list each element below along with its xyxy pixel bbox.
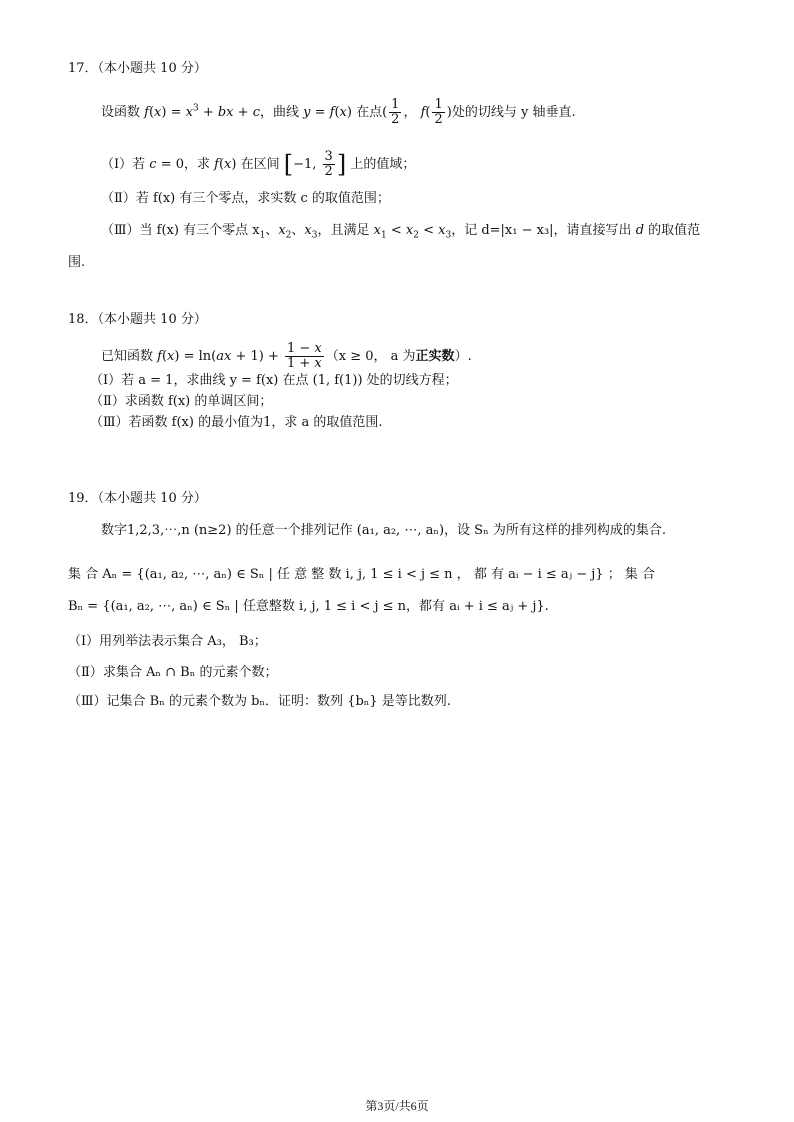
- q17-stem: 设函数 $f(x) = x^3$ + bx + c，曲线 y = f(x) 在点( $\frac{1}{2}$ ， f( $\frac{1}{2}$ )处的切线与 y 轴垂直.: [101, 97, 576, 127]
- q18-stem: 已知函数 f(x) = ln(ax + 1) + $\frac{1 - x}{1 + x}$ （x ≥ 0， a 为正实数）.: [101, 341, 472, 371]
- q18-header: 18．（本小题共 10 分）: [68, 312, 207, 327]
- q18-part1: （Ⅰ）若 a = 1，求曲线 y = f(x) 在点 (1, f(1)) 处的切线方程；: [90, 373, 458, 388]
- q19-set-a: 集 合 Aₙ = {(a₁, a₂, ⋯, aₙ) ∈ Sₙ | 任 意 整 数 i, j, 1 ≤ i < j ≤ n ， 都 有 aᵢ − i ≤ aⱼ − j} ； 集 合: [68, 567, 655, 582]
- q18-part2: （Ⅱ）求函数 f(x) 的单调区间；: [90, 394, 273, 409]
- fraction-half: $\frac{1}{2}$: [434, 97, 443, 127]
- page-footer: 第3页/共6页: [365, 1099, 429, 1113]
- q19-part1: （Ⅰ）用列举法表示集合 A₃， B₃；: [68, 634, 267, 649]
- q18-part3: （Ⅲ）若函数 f(x) 的最小值为1，求 a 的取值范围.: [90, 415, 383, 430]
- q17-part3-cont: 围.: [68, 255, 86, 270]
- q17-part1: （Ⅰ）若 c = 0，求 f(x) 在区间 [−1, $\frac{3}{2}$ ] 上的值域；: [101, 149, 416, 179]
- q17-part2: （Ⅱ）若 f(x) 有三个零点，求实数 c 的取值范围；: [101, 191, 390, 206]
- fraction-one-minus-x: $\frac{1 - x}{1 + x}$: [286, 341, 322, 371]
- q19-set-b: Bₙ = {(a₁, a₂, ⋯, aₙ) ∈ Sₙ | 任意整数 i, j, 1 ≤ i < j ≤ n，都有 aᵢ + i ≤ aⱼ + j}.: [68, 599, 549, 614]
- q19-part2: （Ⅱ）求集合 Aₙ ∩ Bₙ 的元素个数；: [68, 665, 278, 680]
- q17-func-def: f: [144, 105, 149, 120]
- fraction-three-halves: $\frac{3}{2}$: [324, 149, 333, 179]
- q19-header: 19．（本小题共 10 分）: [68, 491, 207, 506]
- q17-part3: （Ⅲ）当 f(x) 有三个零点 $x_1$、$x_2$、$x_3$，且满足 $x_1 < x_2 < x_3$，记 d=|x₁ − x₃|，请直接写出 d 的取值范: [101, 223, 701, 241]
- fraction-half: $\frac{1}{2}$: [391, 97, 400, 127]
- q19-stem: 数字1,2,3,⋯,n (n≥2) 的任意一个排列记作 (a₁, a₂, ⋯, aₙ)，设 Sₙ 为所有这样的排列构成的集合.: [101, 523, 666, 538]
- q19-part3: （Ⅲ）记集合 Bₙ 的元素个数为 bₙ．证明：数列 {bₙ} 是等比数列.: [68, 694, 451, 709]
- q17-header: 17．（本小题共 10 分）: [68, 61, 207, 76]
